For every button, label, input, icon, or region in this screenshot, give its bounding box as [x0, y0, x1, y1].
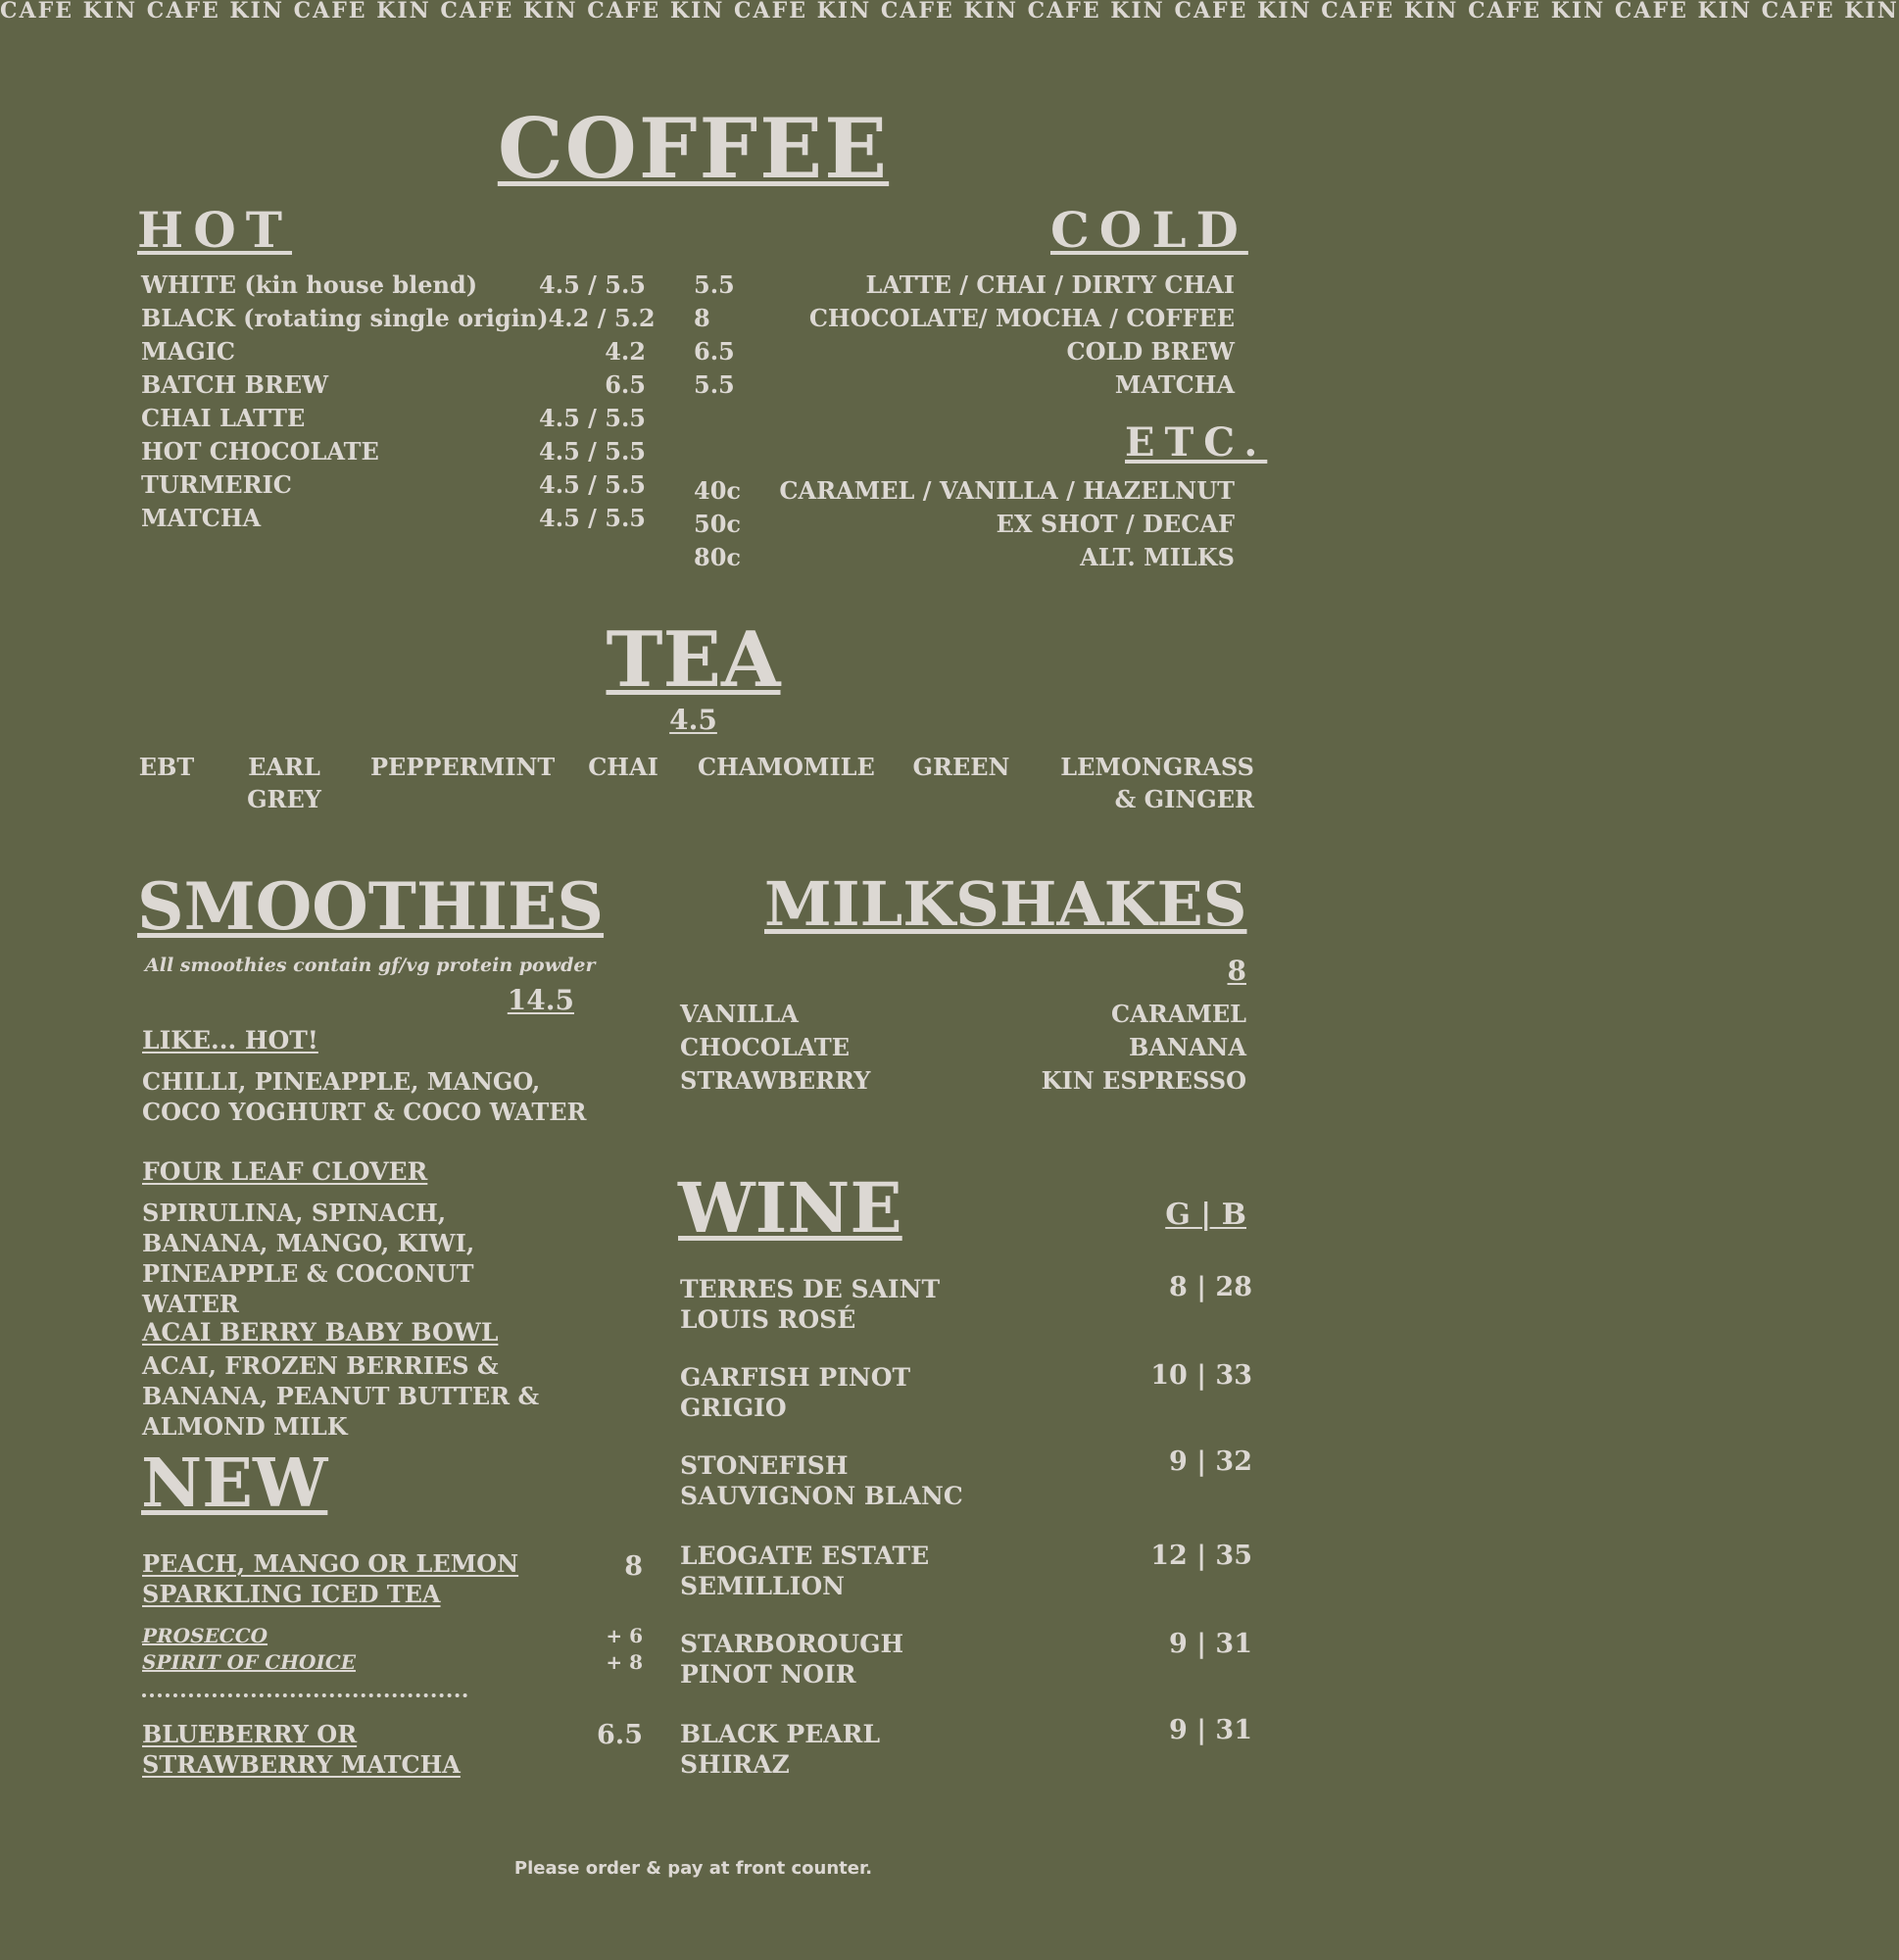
new-item-price: 6.5: [597, 1720, 643, 1750]
milkshake-right-list: [980, 998, 1246, 1098]
hot-item-name: WHITE (kin house blend): [141, 270, 478, 299]
smoothie-item: [142, 1156, 612, 1319]
cold-item: [694, 269, 1235, 302]
etc-item-name: ALT. MILKS: [1080, 543, 1235, 571]
cold-item: [694, 335, 1235, 368]
etc-list: [694, 474, 1235, 574]
etc-item: [694, 541, 1235, 574]
wine-item-name: BLACK PEARL SHIRAZ: [680, 1720, 881, 1779]
smoothie-desc: SPIRULINA, SPINACH, BANANA, MANGO, KIWI, PINEAPPLE & COCONUT WATER: [142, 1199, 475, 1318]
etc-item-price: 80c: [694, 543, 742, 571]
hot-item-price: 4.5 / 5.5: [539, 504, 646, 532]
new-addon-price: + 6: [606, 1624, 643, 1647]
hot-item: [141, 335, 646, 368]
smoothie-name: FOUR LEAF CLOVER: [142, 1157, 428, 1186]
hot-item-price: 4.5 / 5.5: [539, 404, 646, 432]
tea-item: LEMONGRASS & GINGER: [1060, 753, 1254, 813]
new-addon-name: PROSECCO: [142, 1624, 268, 1647]
hot-item: [141, 269, 646, 302]
milkshake-item: STRAWBERRY: [680, 1066, 871, 1095]
wine-item-name: LEOGATE ESTATE SEMILLION: [680, 1542, 930, 1600]
etc-item-price: 50c: [694, 510, 742, 538]
hot-item-name: BATCH BREW: [141, 370, 329, 399]
cold-item-price: 6.5: [694, 337, 735, 366]
cold-item-price: 8: [694, 304, 710, 332]
tea-price: 4.5: [669, 704, 717, 736]
new-item-price: 8: [624, 1551, 643, 1582]
new-title: NEW: [141, 1445, 328, 1523]
smoothies-title: SMOOTHIES: [137, 868, 605, 945]
smoothies-price: 14.5: [507, 984, 574, 1016]
new-addon-name: SPIRIT OF CHOICE: [142, 1650, 356, 1674]
smoothie-item: [142, 1317, 612, 1442]
hot-item: [141, 502, 646, 535]
wine-header: G | B: [1165, 1198, 1246, 1232]
wine-item-price: 8 | 28: [1169, 1272, 1252, 1302]
wine-item-price: 9 | 32: [1169, 1446, 1252, 1477]
hot-item: [141, 402, 646, 435]
tea-item: GREEN: [912, 753, 1010, 781]
milkshakes-title: MILKSHAKES: [764, 868, 1247, 940]
etc-heading: ETC.: [1125, 419, 1268, 466]
cold-coffee-list: [694, 269, 1235, 402]
cold-item-price: 5.5: [694, 270, 735, 299]
etc-item-name: EX SHOT / DECAF: [996, 510, 1235, 538]
hot-heading: HOT: [137, 201, 293, 259]
wine-item-name: STARBOROUGH PINOT NOIR: [680, 1630, 904, 1689]
tea-title: TEA: [606, 615, 781, 705]
wine-item-price: 9 | 31: [1169, 1629, 1252, 1659]
hot-item-price: 4.2 / 5.2: [548, 304, 656, 332]
cold-item-price: 5.5: [694, 370, 735, 399]
hot-item: [141, 302, 656, 335]
hot-item: [141, 435, 646, 468]
hot-coffee-list: [141, 269, 656, 535]
dotted-divider: [142, 1693, 467, 1697]
hot-item-name: HOT CHOCOLATE: [141, 437, 379, 466]
hot-item-name: MATCHA: [141, 504, 262, 532]
etc-item: [694, 474, 1235, 508]
smoothie-name: LIKE... HOT!: [142, 1026, 318, 1054]
cold-item-name: COLD BREW: [1066, 337, 1235, 366]
tea-item: CHAI: [588, 753, 658, 781]
milkshake-item: CHOCOLATE: [680, 1033, 851, 1061]
hot-item-price: 4.5 / 5.5: [539, 470, 646, 499]
milkshake-item: CARAMEL: [1110, 1000, 1246, 1028]
smoothie-desc: CHILLI, PINEAPPLE, MANGO, COCO YOGHURT & COCO WATER: [142, 1067, 587, 1126]
tea-item: CHAMOMILE: [698, 753, 875, 781]
milkshake-left-list: [680, 998, 870, 1098]
cold-item-name: CHOCOLATE/ MOCHA / COFFEE: [808, 304, 1235, 332]
wine-item-name: STONEFISH SAUVIGNON BLANC: [680, 1451, 963, 1510]
tea-item: EARL GREY: [247, 753, 321, 813]
new-addon-price: + 8: [606, 1650, 643, 1674]
cold-item-name: MATCHA: [1114, 370, 1235, 399]
hot-item: [141, 368, 646, 402]
hot-item-name: MAGIC: [141, 337, 236, 366]
footer-note: Please order & pay at front counter.: [513, 1858, 873, 1879]
etc-item-name: CARAMEL / VANILLA / HAZELNUT: [779, 476, 1235, 505]
new-item-name: BLUEBERRY OR STRAWBERRY MATCHA: [142, 1720, 461, 1779]
hot-item-price: 4.5 / 5.5: [539, 270, 646, 299]
hot-item: [141, 468, 646, 502]
wine-item-price: 9 | 31: [1169, 1715, 1252, 1745]
cafe-kin-banner: CAFE KIN CAFE KIN CAFE KIN CAFE KIN CAFE KIN CAFE KIN CAFE KIN CAFE KIN CAFE KIN CAFE KIN CAFE KIN CAFE KIN CAFE KIN: [0, 0, 1899, 24]
milkshake-item: VANILLA: [680, 1000, 799, 1028]
hot-item-price: 4.2: [605, 337, 646, 366]
coffee-title: COFFEE: [497, 100, 890, 197]
hot-item-price: 6.5: [605, 370, 646, 399]
milkshakes-price: 8: [1227, 955, 1246, 987]
wine-item-name: TERRES DE SAINT LOUIS ROSÉ: [680, 1275, 941, 1334]
etc-item-price: 40c: [694, 476, 742, 505]
wine-item-price: 10 | 33: [1150, 1360, 1252, 1391]
smoothie-item: [142, 1025, 612, 1127]
milkshake-item: KIN ESPRESSO: [1041, 1066, 1246, 1095]
wine-item-name: GARFISH PINOT GRIGIO: [680, 1363, 911, 1422]
smoothie-name: ACAI BERRY BABY BOWL: [142, 1318, 499, 1347]
wine-title: WINE: [678, 1167, 902, 1249]
etc-item: [694, 508, 1235, 541]
wine-item-price: 12 | 35: [1150, 1541, 1252, 1571]
smoothie-desc: ACAI, FROZEN BERRIES & BANANA, PEANUT BUTTER & ALMOND MILK: [142, 1351, 540, 1441]
hot-item-name: TURMERIC: [141, 470, 292, 499]
cold-item: [694, 302, 1235, 335]
new-item-name: PEACH, MANGO OR LEMON SPARKLING ICED TEA: [142, 1549, 519, 1608]
tea-item: EBT: [138, 753, 195, 781]
smoothies-note: All smoothies contain gf/vg protein powder: [145, 955, 596, 976]
hot-item-price: 4.5 / 5.5: [539, 437, 646, 466]
tea-item: PEPPERMINT: [370, 753, 556, 781]
cold-item: [694, 368, 1235, 402]
cold-heading: COLD: [1050, 201, 1248, 259]
cold-item-name: LATTE / CHAI / DIRTY CHAI: [865, 270, 1235, 299]
milkshake-item: BANANA: [1128, 1033, 1246, 1061]
hot-item-name: BLACK (rotating single origin): [141, 304, 549, 332]
hot-item-name: CHAI LATTE: [141, 404, 306, 432]
